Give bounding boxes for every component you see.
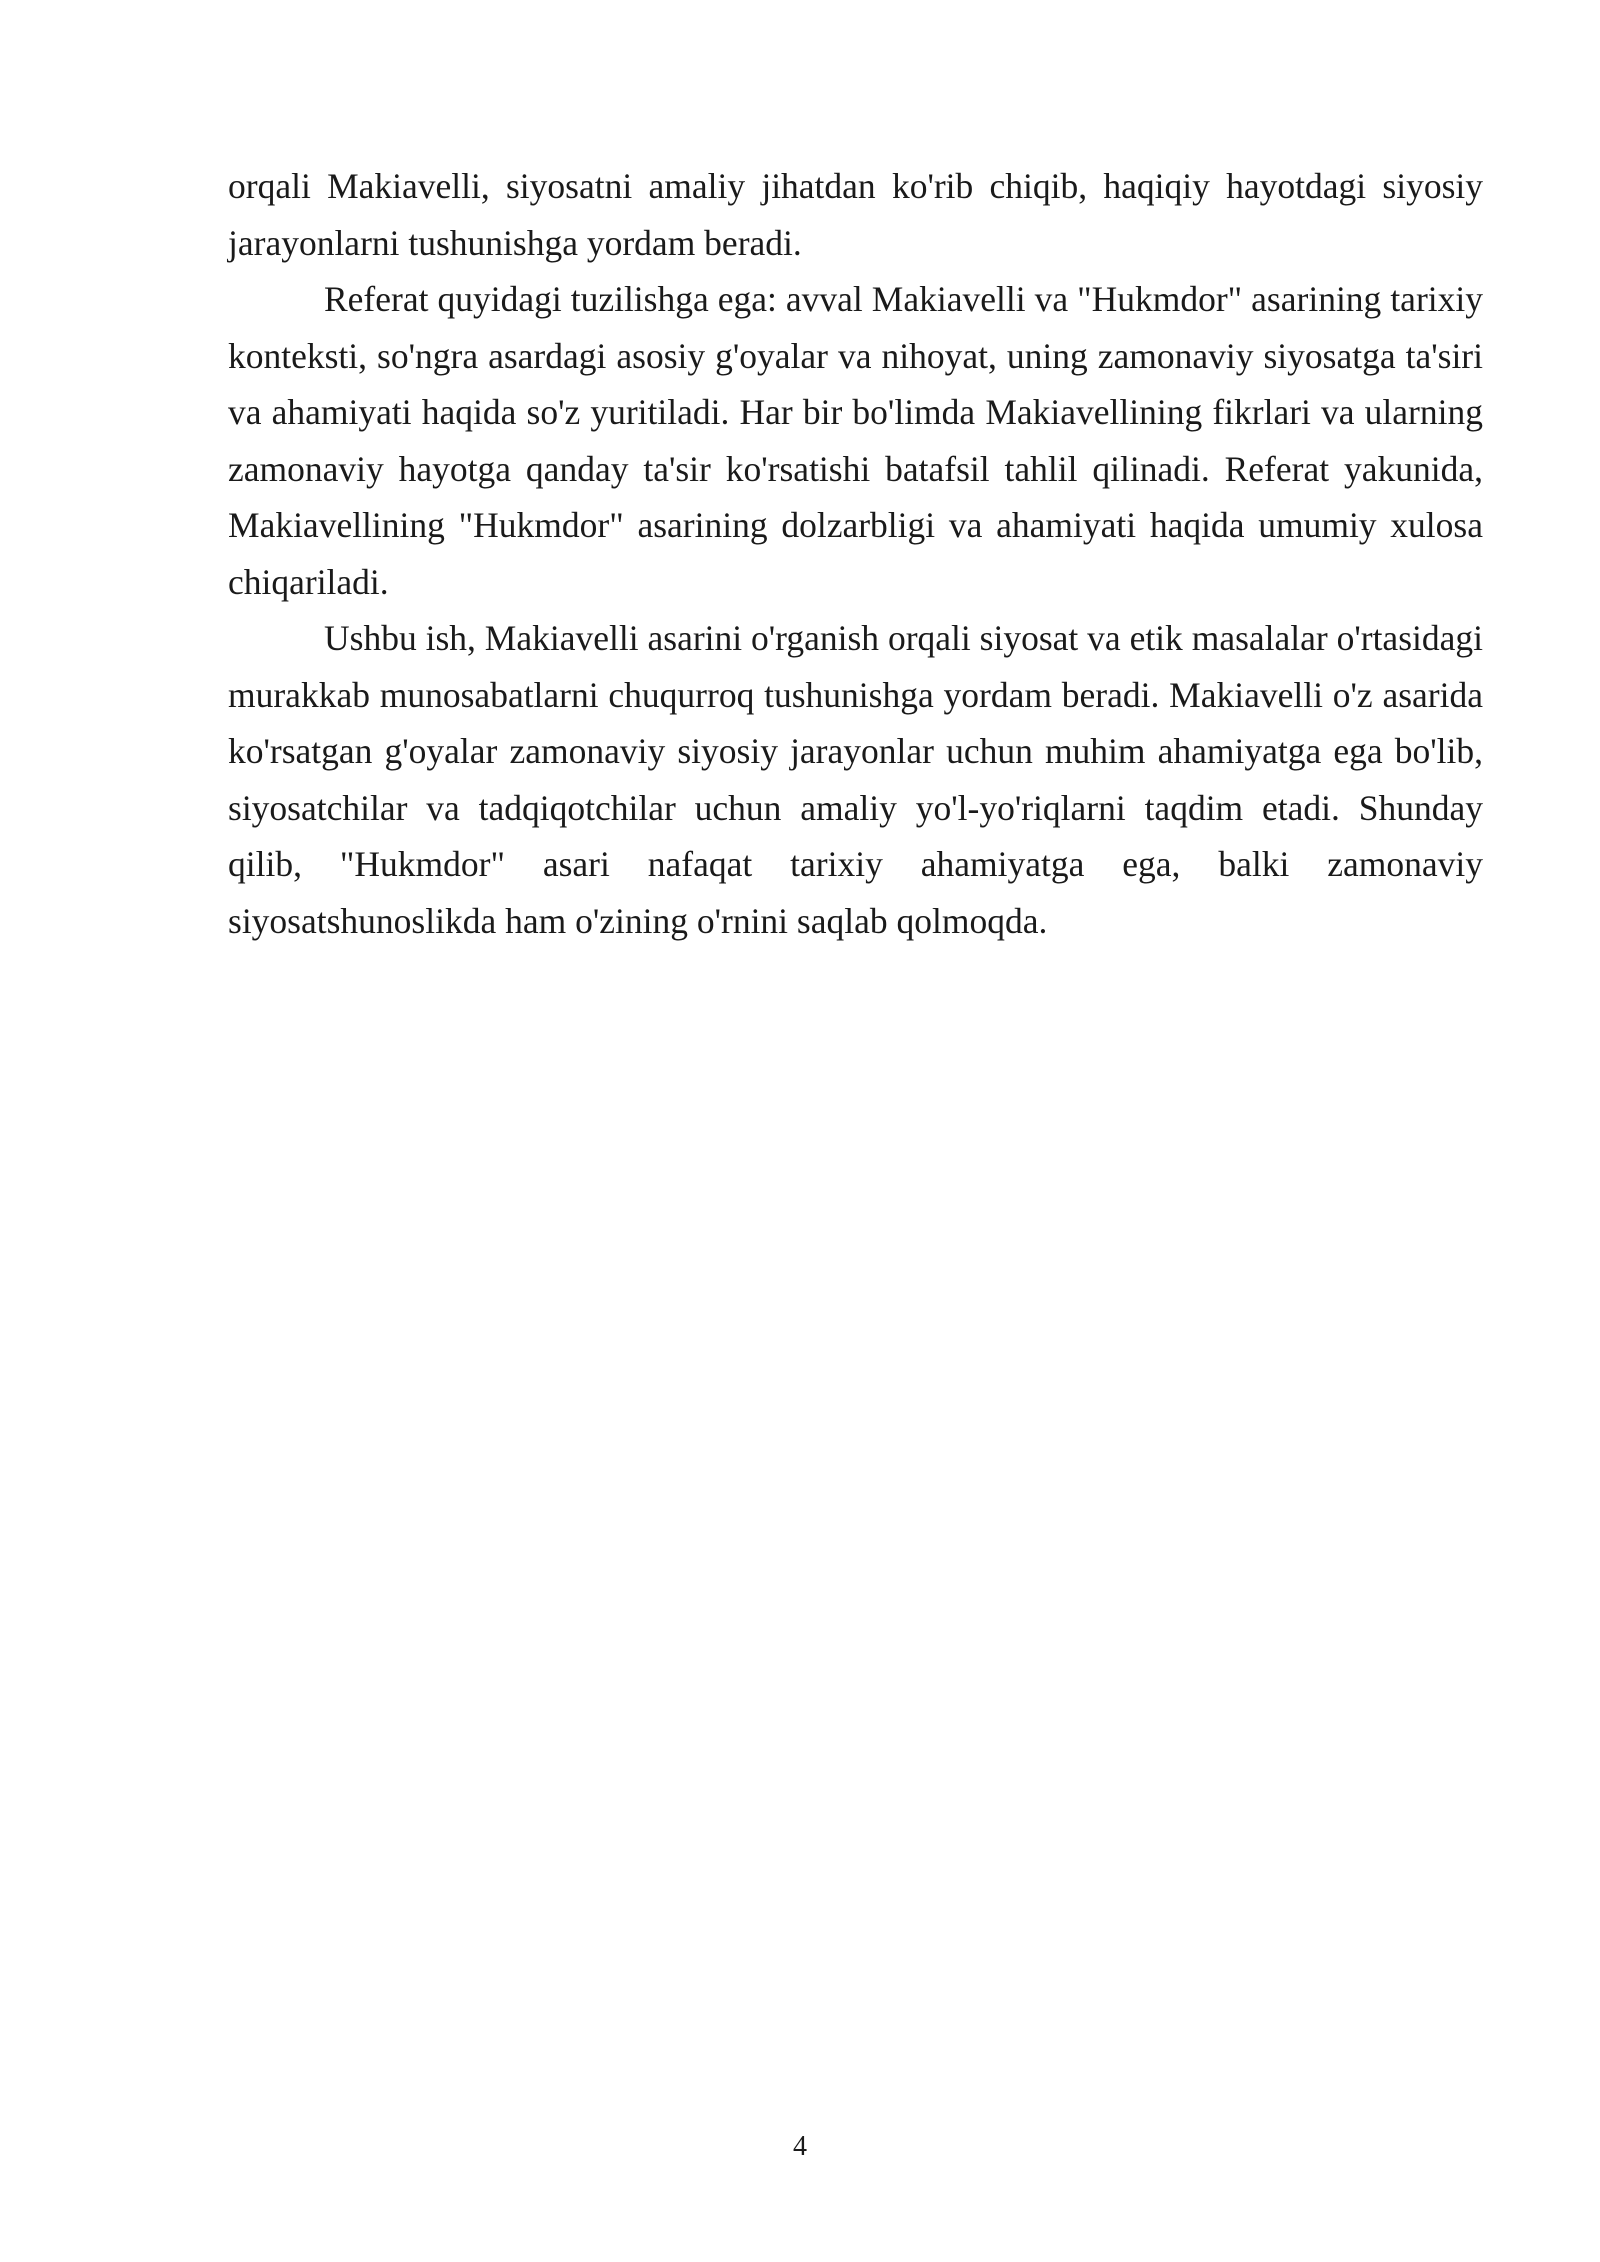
paragraph-conclusion: Ushbu ish, Makiavelli asarini o'rganish orqali siyosat va etik masalalar o'rtasidagi murakkab munosabatlarni chuqurroq tushunishga yordam beradi. Makiavelli o'z asarida ko'rsatgan g'oyalar zamonaviy siyosiy jarayonlar uchun muhim ahamiyatga ega bo'lib, siyosatchilar va tadqiqotchilar uchun amaliy yo'l-yo'riqlarni taqdim etadi. Shunday qilib, "Hukmdor" asari nafaqat tarixiy ahamiyatga ega, balki zamonaviy siyosatshunoslikda ham o'zining o'rnini saqlab qolmoqda.: [228, 618, 1483, 941]
document-body: [228, 158, 1483, 949]
paragraph-structure: Referat quyidagi tuzilishga ega: avval Makiavelli va "Hukmdor" asarining tarixiy konteksti, so'ngra asardagi asosiy g'oyalar va nihoyat, uning zamonaviy siyosatga ta'siri va ahamiyati haqida so'z yuritiladi. Har bir bo'limda Makiavellining fikrlari va ularning zamonaviy hayotga qanday ta'sir ko'rsatishi batafsil tahlil qilinadi. Referat yakunida, Makiavellining "Hukmdor" asarining dolzarbligi va ahamiyati haqida umumiy xulosa chiqariladi.: [228, 279, 1483, 602]
page-number: 4: [793, 2131, 807, 2162]
paragraph-continuation: orqali Makiavelli, siyosatni amaliy jihatdan ko'rib chiqib, haqiqiy hayotdagi siyosiy jarayonlarni tushunishga yordam beradi.: [228, 166, 1483, 263]
